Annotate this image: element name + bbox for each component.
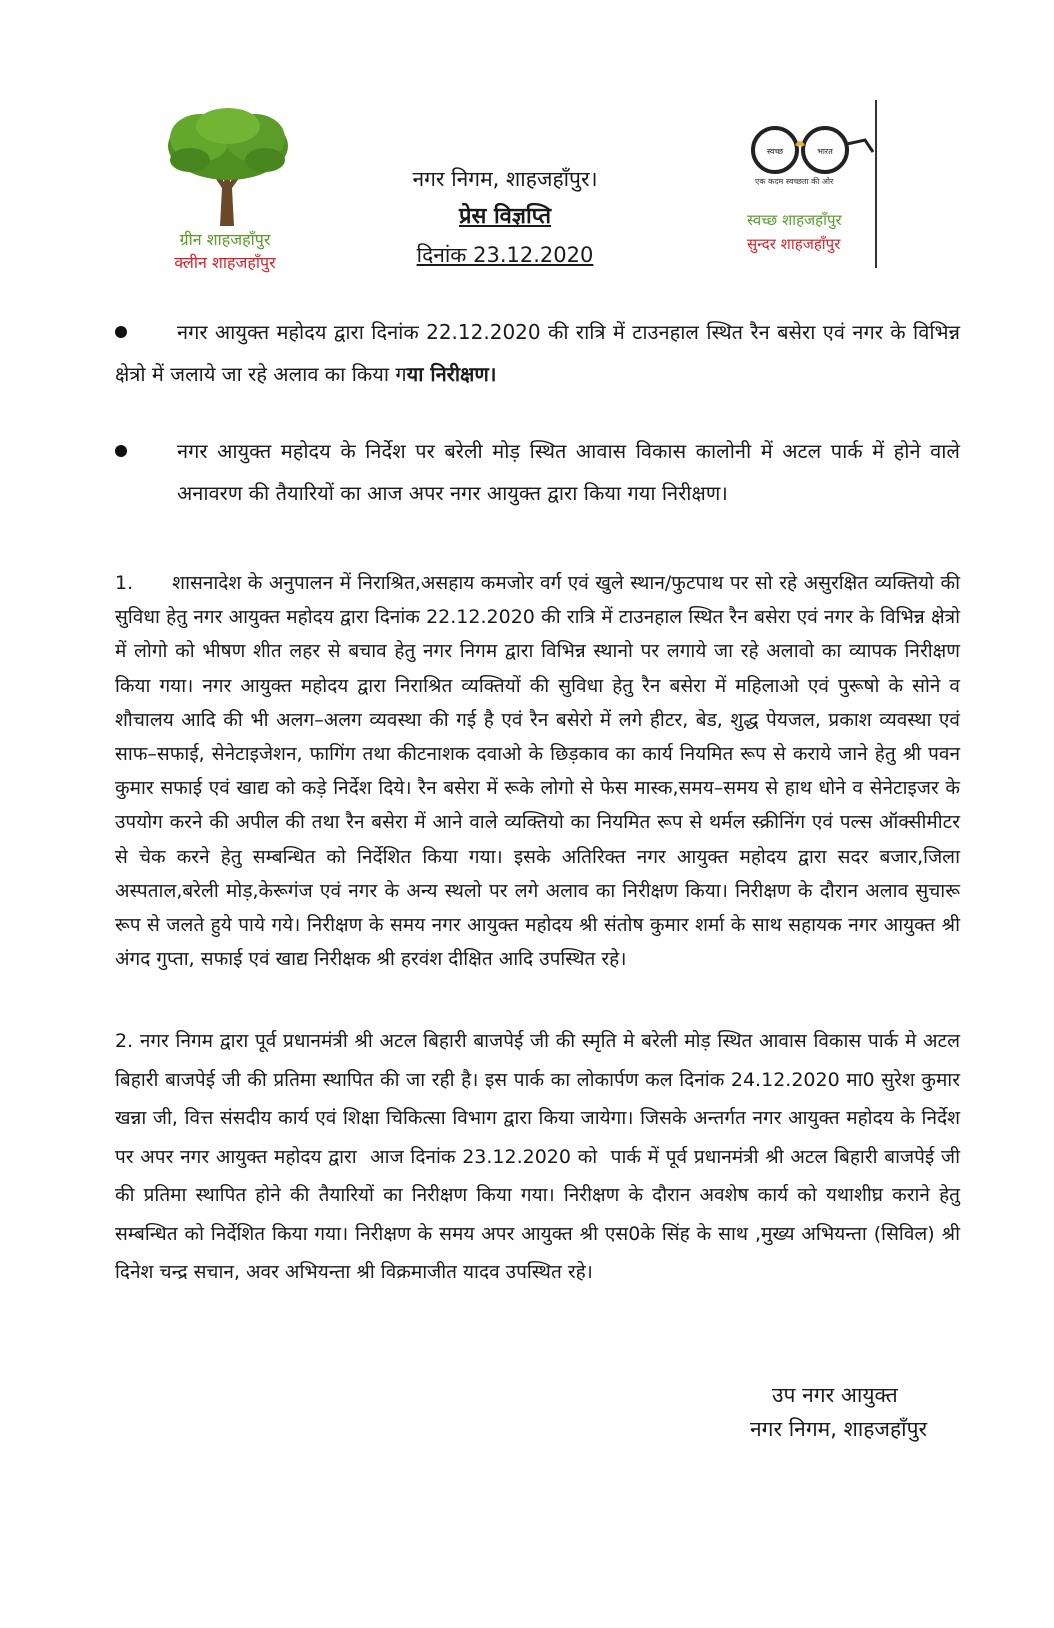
document-header <box>330 160 680 274</box>
paragraph-1: 1. शासनादेश के अनुपालन में निराश्रित,असहाय कमजोर वर्ग एवं खुले स्थान/फुटपाथ पर सो रहे असुरक्षित व्यक्तियो की सुविधा हेतु नगर आयुक्त महोदय द्वारा दिनांक 22.12.2020 की रात्रि में टाउनहाल स्थित रैन बसेरा एवं नगर के विभिन्न क्षेत्रो में लोगो को भीषण शीत लहर से बचाव हेतु नगर निगम द्वारा विभिन्न स्थानो पर लगाये जा रहे अलावो का व्यापक निरीक्षण किया गया। नगर आयुक्त महोदय द्वारा निराश्रित व्यक्तियों की सुविधा हेतु रैन बसेरा में महिलाओ एवं पुरूषो के सोने व शौचालय आदि की भी अलग–अलग व्यवस्था की गई है एवं रैन बसेरो में लगे हीटर, बेड, शुद्ध पेयजल, प्रकाश व्यवस्था एवं साफ–सफाई, सेनेटाइजेशन, फागिंग तथा कीटनाशक दवाओ के छिड़काव का कार्य नियमित रूप से कराये जाने हेतु श्री पवन कुमार सफाई एवं खाद्य को कड़े निर्देश दिये। रैन बसेरा में रूके लोगो से फेस मास्क,समय–समय से हाथ धोने व सेनेटाइजर के उपयोग करने की अपील की तथा रैन बसेरा में आने वाले व्यक्तियो का नियमित रूप से थर्मल स्क्रीनिंग एवं पल्स ऑक्सीमीटर से चेक करने हेतु सम्बन्धित को निर्देशित किया गया। इसके अतिरिक्त नगर आयुक्त महोदय द्वारा सदर बजार,जिला अस्पताल,बरेली मोड़,केरूगंज एवं नगर के अन्य स्थलो पर लगे अलाव का निरीक्षण किया। निरीक्षण के दौरान अलाव सुचारू रूप से जलते हुये पाये गये। निरीक्षण के समय नगर आयुक्त महोदय श्री संतोष कुमार शर्मा के साथ सहायक नगर आयुक्त श्री अंगद गुप्ता, सफाई एवं खाद्य निरीक्षक श्री हरवंश दीक्षित आदि उपस्थित रहे। <box>115 572 967 971</box>
green-shahjahanpur-logo <box>150 108 300 278</box>
right-logo-caption-2: सुन्दर शाहजहाँपुर <box>747 235 841 253</box>
bullet-2-text: नगर आयुक्त महोदय के निर्देश पर बरेली मोड़ स्थित आवास विकास कालोनी में अटल पार्क में होने वाले अनावरण की तैयारियों का आज अपर नगर आयुक्त द्वारा किया गया निरीक्षण। <box>177 439 960 505</box>
bullet-item-1 <box>115 311 960 395</box>
signatory-office: नगर निगम, शाहजहाँपुर <box>750 1417 928 1441</box>
swachh-tagline: एक कदम स्वच्छता की ओर <box>755 177 834 186</box>
bullet-icon <box>115 326 127 338</box>
right-logo-caption-1: स्वच्छ शाहजहाँपुर <box>747 211 842 229</box>
org-name: नगर निगम, शाहजहाँपुर। <box>412 167 598 191</box>
logo-divider <box>875 100 877 268</box>
header-date: दिनांक 23.12.2020 <box>416 243 594 267</box>
lens-right-label: भारत <box>817 147 833 156</box>
lens-left-label: स्वच्छ <box>766 147 784 156</box>
bullet-1-text: नगर आयुक्त महोदय द्वारा दिनांक 22.12.2020 की रात्रि में टाउनहाल स्थित रैन बसेरा एवं नगर के विभिन्न क्षेत्रो में जलाये जा रहे अलाव का किया ग <box>115 320 960 386</box>
paragraph-2: 2. नगर निगम द्वारा पूर्व प्रधानमंत्री श्री अटल बिहारी बाजपेई जी की स्मृति मे बरेली मोड़ स्थित आवास विकास पार्क मे अटल बिहारी बाजपेई जी की प्रतिमा स्थापित की जा रही है। इस पार्क का लोकार्पण कल दिनांक 24.12.2020 मा0 सुरेश कुमार खन्ना जी, वित्त संसदीय कार्य एवं शिक्षा चिकित्सा विभाग द्वारा किया जायेगा। जिसके अन्तर्गत नगर आयुक्त महोदय के निर्देश पर अपर नगर आयुक्त महोदय द्वारा आज दिनांक 23.12.2020 को पार्क में पूर्व प्रधानमंत्री श्री अटल बिहारी बाजपेई जी की प्रतिमा स्थापित होने की तैयारियों का निरीक्षण किया गया। निरीक्षण के दौरान अवशेष कार्य को यथाशीघ्र कराने हेतु सम्बन्धित को निर्देशित किया गया। निरीक्षण के समय अपर आयुक्त श्री एस0के सिंह के साथ ,मुख्य अभियन्ता (सिविल) श्री दिनेश चन्द्र सचान, अवर अभियन्ता श्री विक्रमाजीत यादव उपस्थित रहे। <box>115 1030 967 1283</box>
bullet-icon <box>115 445 127 457</box>
bullet-item-2 <box>115 430 960 514</box>
page-title: प्रेस विज्ञप्ति <box>458 204 552 229</box>
signatory-designation: उप नगर आयुक्त <box>772 1383 898 1407</box>
left-logo-caption-1: ग्रीन शाहजहाँपुर <box>179 230 271 249</box>
bullet-1-bold: या निरीक्षण। <box>406 362 497 386</box>
swachh-bharat-logo <box>745 100 895 270</box>
tree-icon <box>150 108 300 228</box>
signature-block <box>750 1378 980 1446</box>
left-logo-caption-2: क्लीन शाहजहाँपुर <box>174 253 276 272</box>
